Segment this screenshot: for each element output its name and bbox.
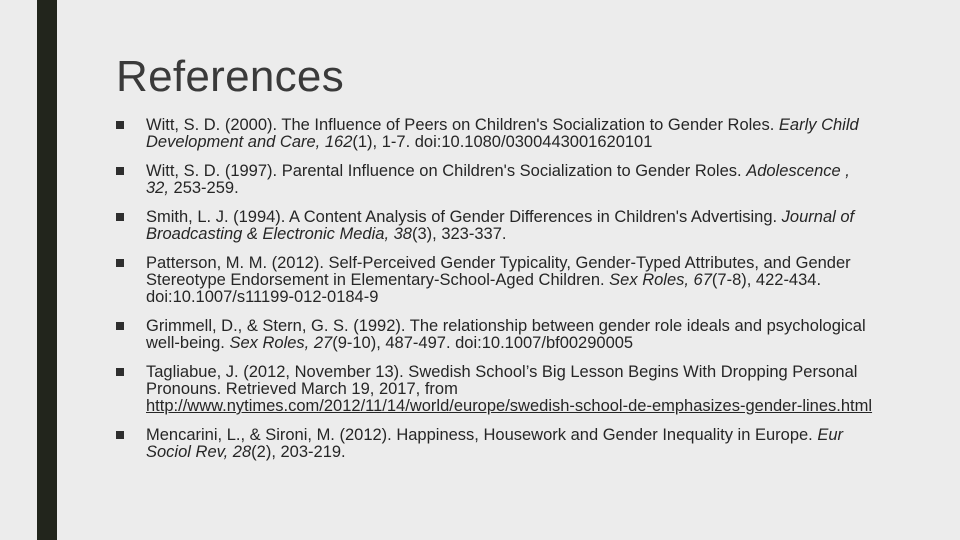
reference-item xyxy=(116,318,876,352)
reference-text: Tagliabue, J. (2012, November 13). Swedish School’s Big Lesson Begins With Dropping Personal Pronouns. Retrieved March 19, 2017, from xyxy=(146,363,858,398)
reference-journal: Journal of Broadcasting & Electronic Media, 38 xyxy=(146,208,855,243)
reference-journal: Adolescence , 32, xyxy=(146,162,850,197)
reference-item xyxy=(116,255,876,306)
reference-text: Grimmell, D., & Stern, G. S. (1992). The relationship between gender role ideals and psychological well-being. xyxy=(146,317,866,352)
square-bullet-icon xyxy=(116,213,124,221)
reference-details: (9-10), 487-497. doi:10.1007/bf00290005 xyxy=(332,334,634,352)
left-accent-bar xyxy=(37,0,57,540)
square-bullet-icon xyxy=(116,121,124,129)
reference-list xyxy=(116,117,876,473)
reference-details: (1), 1-7. doi:10.1080/0300443001620101 xyxy=(352,133,653,151)
reference-link[interactable]: http://www.nytimes.com/2012/11/14/world/europe/swedish-school-de-emphasizes-gender-lines.html xyxy=(146,397,873,415)
reference-item xyxy=(116,163,876,197)
square-bullet-icon xyxy=(116,167,124,175)
square-bullet-icon xyxy=(116,259,124,267)
reference-details: (2), 203-219. xyxy=(251,443,346,461)
reference-item xyxy=(116,117,876,151)
reference-item xyxy=(116,427,876,461)
reference-details: 253-259. xyxy=(168,179,239,197)
reference-text: Mencarini, L., & Sironi, M. (2012). Happiness, Housework and Gender Inequality in Europe. xyxy=(146,426,818,444)
reference-journal: Sex Roles, 27 xyxy=(229,334,333,352)
reference-text: Witt, S. D. (1997). Parental Influence on Children's Socialization to Gender Roles. xyxy=(146,162,747,180)
reference-journal: Eur Sociol Rev, 28 xyxy=(146,426,844,461)
reference-item xyxy=(116,364,876,415)
reference-details: (7-8), 422-434. doi:10.1007/s11199-012-0184-9 xyxy=(146,271,822,306)
reference-text: Witt, S. D. (2000). The Influence of Peers on Children's Socialization to Gender Roles. xyxy=(146,116,779,134)
reference-text: Smith, L. J. (1994). A Content Analysis of Gender Differences in Children's Advertising. xyxy=(146,208,782,226)
reference-journal: Sex Roles, 67 xyxy=(609,271,712,289)
square-bullet-icon xyxy=(116,322,124,330)
square-bullet-icon xyxy=(116,368,124,376)
reference-item xyxy=(116,209,876,243)
reference-details: (3), 323-337. xyxy=(411,225,507,243)
slide-title: References xyxy=(116,52,345,101)
square-bullet-icon xyxy=(116,431,124,439)
reference-journal: Early Child Development and Care, 162 xyxy=(146,116,859,151)
reference-text: Patterson, M. M. (2012). Self-Perceived Gender Typicality, Gender-Typed Attributes, and Gender Stereotype Endorsement in Elementary-School-Aged Children. xyxy=(146,254,851,289)
